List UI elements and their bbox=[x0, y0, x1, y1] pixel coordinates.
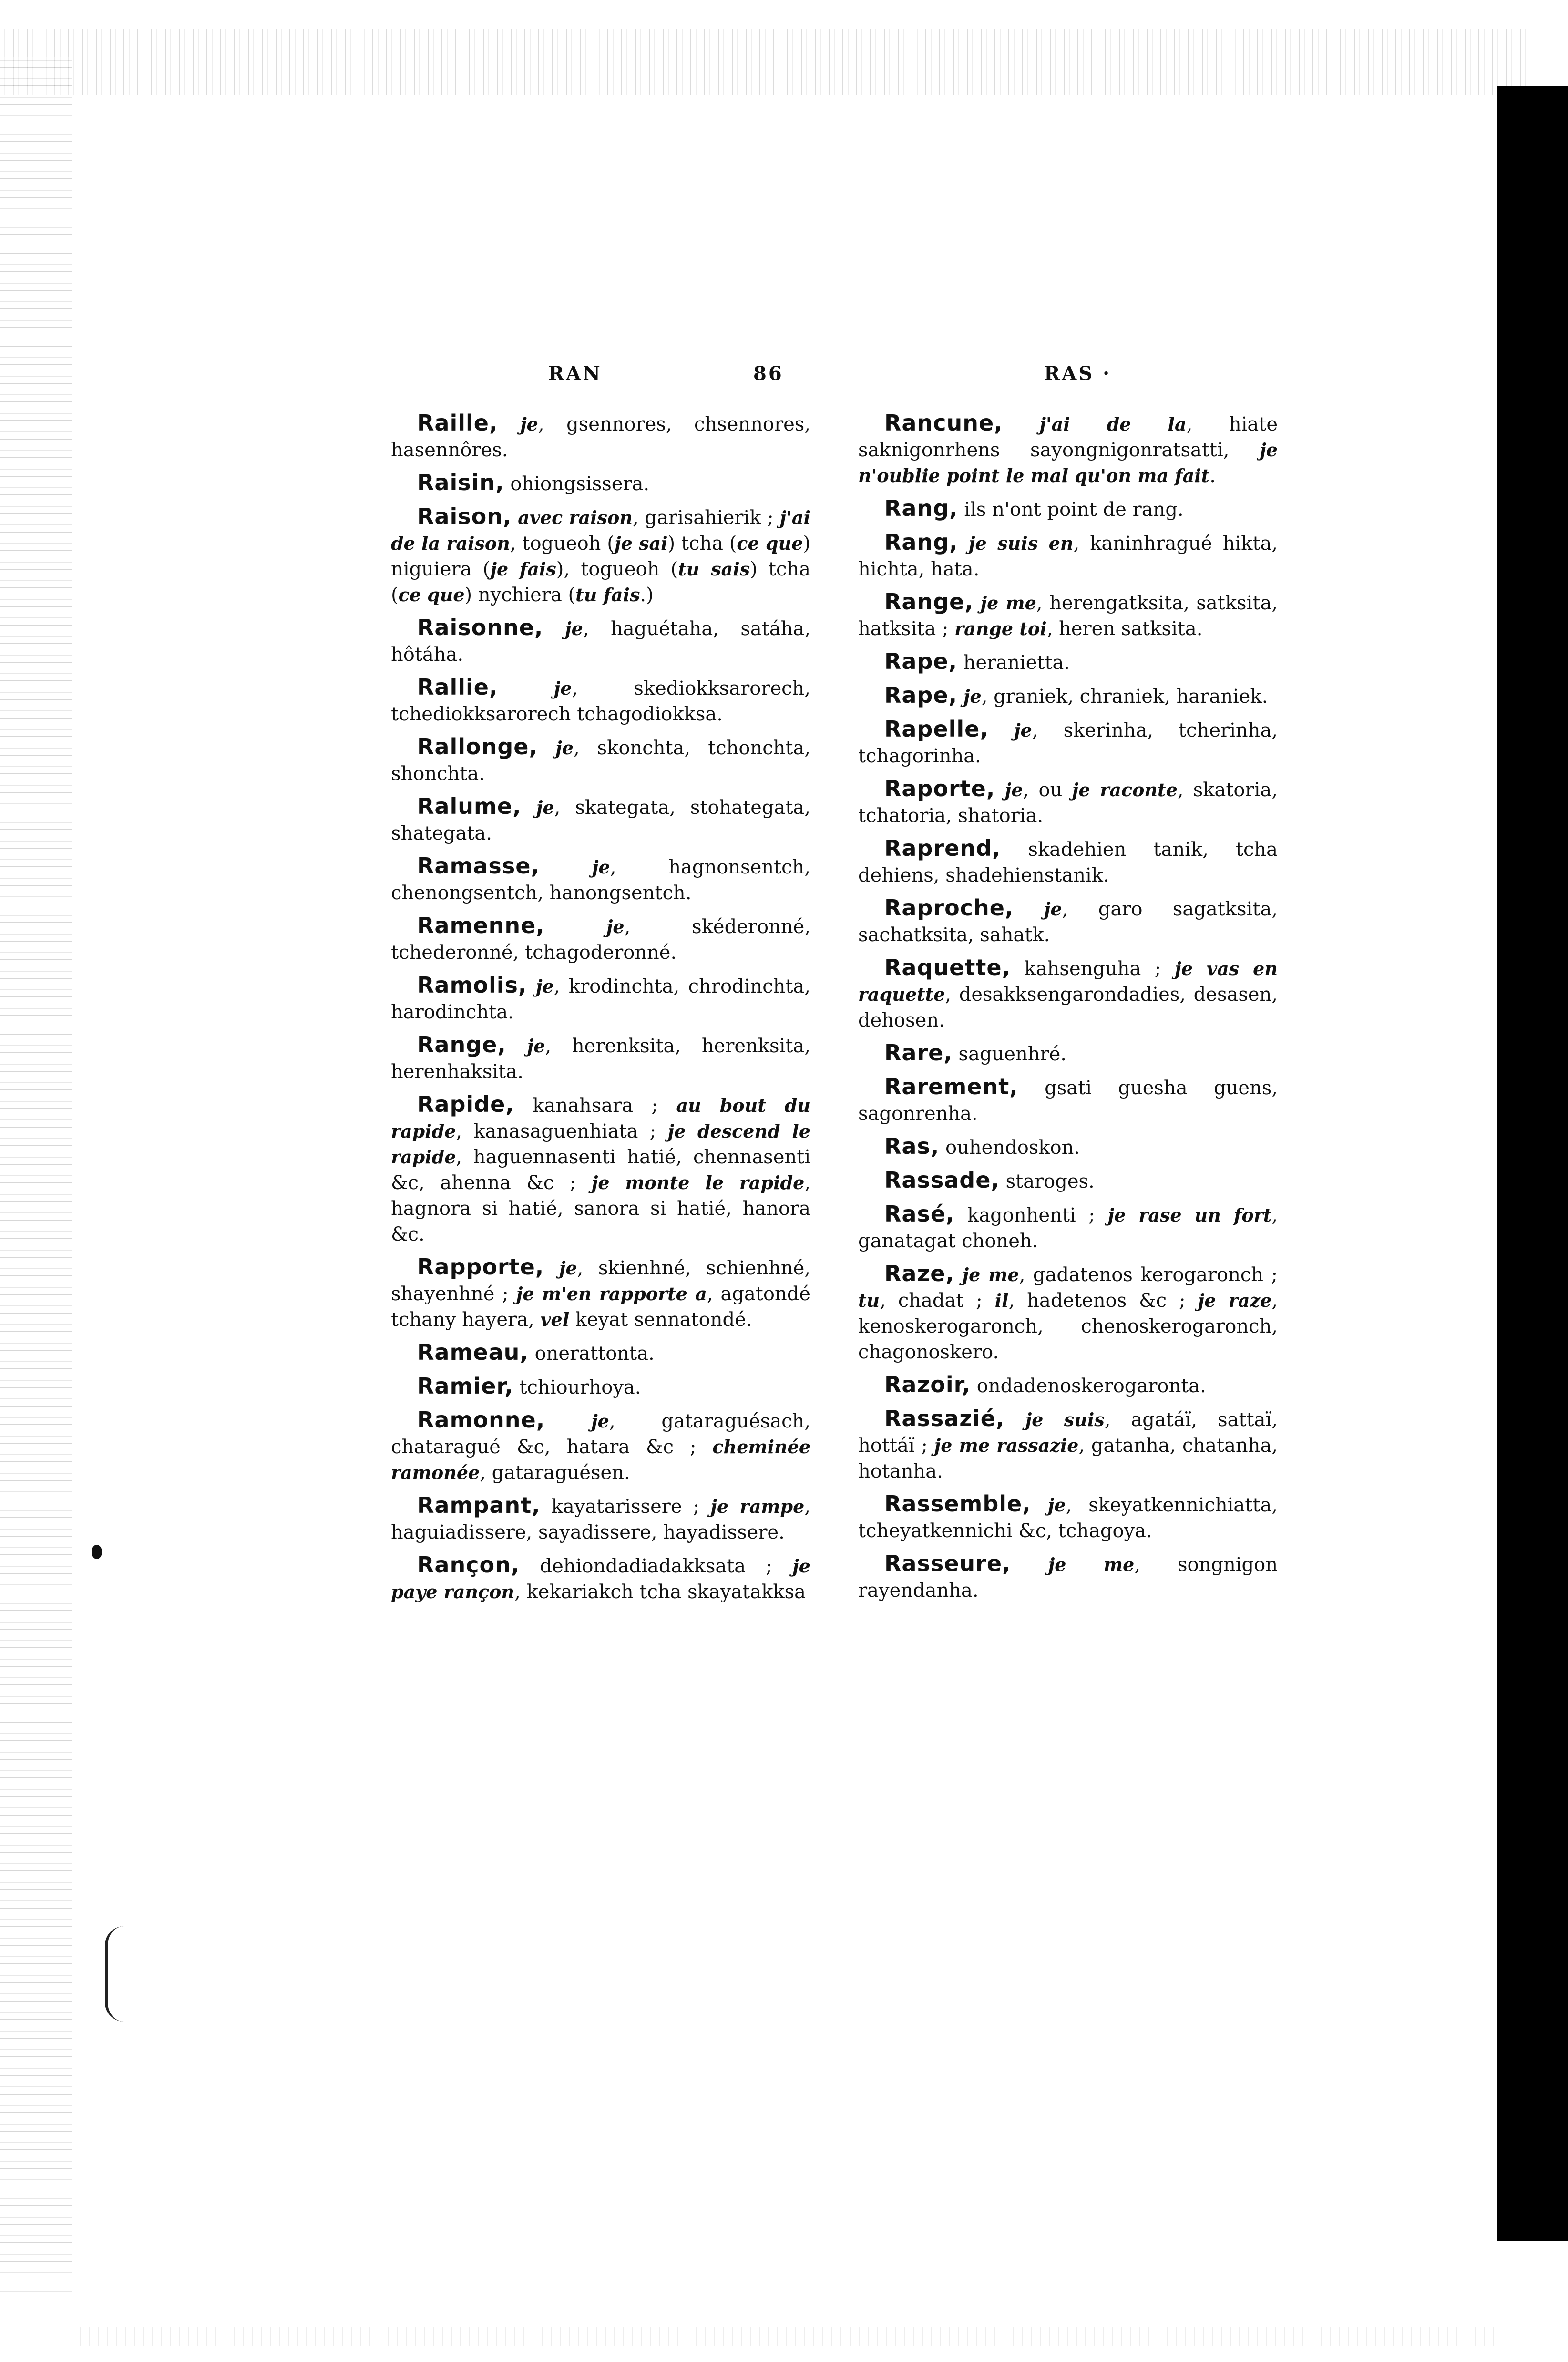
entry-italic-gloss: je rase un fort bbox=[1107, 1204, 1272, 1226]
entry-italic-gloss: je bbox=[555, 737, 574, 759]
entry-headword: Rallonge, bbox=[417, 734, 538, 760]
entry-headword: Rapide, bbox=[417, 1091, 514, 1117]
entry-text: ) nychiera ( bbox=[464, 584, 576, 606]
dictionary-entry bbox=[858, 495, 1278, 523]
dictionary-entry bbox=[858, 1167, 1278, 1194]
entry-headword: Rang, bbox=[884, 529, 958, 555]
entry-text: , gataraguésach, chataragué &c, hatara &c ; bbox=[391, 1410, 810, 1458]
entry-italic-gloss: je me bbox=[1048, 1554, 1135, 1575]
entry-italic-gloss: je bbox=[553, 678, 572, 699]
entry-italic-gloss: je rampe bbox=[710, 1496, 805, 1517]
entry-text: ouhendoskon. bbox=[939, 1137, 1080, 1159]
entry-headword: Raporte, bbox=[884, 776, 995, 801]
entry-italic-gloss: je bbox=[564, 618, 583, 639]
entry-text bbox=[957, 686, 963, 708]
entry-text: , heren satksita. bbox=[1046, 618, 1203, 640]
entry-text: , skerinha, tcherinha, tchagorinha. bbox=[858, 719, 1278, 767]
entry-text: ) tcha ( bbox=[391, 558, 810, 606]
dictionary-entry bbox=[858, 1201, 1278, 1254]
entry-headword: Rang, bbox=[884, 495, 958, 521]
entry-italic-gloss: il bbox=[994, 1290, 1009, 1311]
entry-text bbox=[1004, 1409, 1025, 1431]
running-head-left: RAN bbox=[548, 362, 602, 385]
entry-text: heranietta. bbox=[957, 652, 1070, 674]
entry-text: gsati guesha guens, sagonrenha. bbox=[858, 1077, 1278, 1125]
entry-text bbox=[545, 916, 606, 938]
dictionary-entry bbox=[391, 470, 810, 497]
entry-italic-gloss: ce que bbox=[398, 584, 465, 606]
entry-text bbox=[1031, 1494, 1048, 1516]
entry-text: , togueoh ( bbox=[510, 533, 615, 555]
page-number: 86 bbox=[753, 362, 784, 385]
entry-italic-gloss: je me rassazie bbox=[934, 1435, 1079, 1456]
entry-italic-gloss: je bbox=[592, 856, 610, 878]
entry-italic-gloss: je bbox=[606, 916, 625, 937]
entry-text bbox=[1003, 413, 1040, 435]
entry-text: ), togueoh ( bbox=[556, 558, 678, 580]
entry-italic-gloss: je n'oublie point le mal qu'on ma fait bbox=[858, 439, 1278, 486]
entry-headword: Ramolis, bbox=[417, 972, 527, 998]
entry-italic-gloss: tu bbox=[858, 1290, 880, 1311]
entry-text: , skatoria, tchatoria, shatoria. bbox=[858, 779, 1278, 827]
entry-headword: Rançon, bbox=[417, 1552, 520, 1578]
dictionary-entry bbox=[858, 1133, 1278, 1160]
entry-italic-gloss: j'ai de la bbox=[1039, 413, 1187, 435]
entry-headword: Rapelle, bbox=[884, 716, 989, 742]
dictionary-entry bbox=[858, 1074, 1278, 1127]
entry-italic-gloss: je bbox=[591, 1410, 609, 1432]
entry-text: kanahsara ; bbox=[514, 1095, 676, 1117]
dictionary-entry bbox=[391, 734, 810, 787]
entry-text: , chadat ; bbox=[880, 1290, 995, 1312]
entry-italic-gloss: range toi bbox=[954, 618, 1047, 639]
entry-italic-gloss: tu sais bbox=[678, 558, 750, 580]
entry-text: , skienhné, schienhné, shayenhné ; bbox=[391, 1257, 811, 1305]
entry-text bbox=[1014, 898, 1044, 920]
entry-italic-gloss: je vas en raquette bbox=[858, 958, 1278, 1005]
entry-italic-gloss: je descend le rapide bbox=[391, 1120, 811, 1168]
entry-text: , gatanha, chatanha, hotanha. bbox=[858, 1435, 1278, 1482]
entry-headword: Raproche, bbox=[884, 895, 1014, 921]
entry-italic-gloss: je suis bbox=[1025, 1409, 1105, 1430]
entry-text: , agatáï, sattaï, hottáï ; bbox=[858, 1409, 1278, 1457]
entry-text: . bbox=[1209, 465, 1216, 487]
entry-italic-gloss: je bbox=[559, 1257, 577, 1279]
entry-text: , haguiadissere, sayadissere, hayadissere. bbox=[391, 1496, 810, 1543]
entry-headword: Ralume, bbox=[417, 793, 522, 819]
entry-text: , desakksengarondadies, desasen, dehosen. bbox=[858, 984, 1278, 1031]
entry-text: ondadenoskerogaronta. bbox=[971, 1375, 1206, 1397]
entry-text bbox=[543, 618, 564, 640]
entry-text: , skeyatkennichiatta, tcheyatkennichi &c, tchagoya. bbox=[858, 1494, 1278, 1542]
entry-headword: Razoir, bbox=[884, 1372, 971, 1397]
entry-text bbox=[512, 507, 518, 529]
entry-italic-gloss: je bbox=[963, 686, 982, 707]
entry-italic-gloss: je me bbox=[962, 1264, 1019, 1285]
entry-text: tchiourhoya. bbox=[513, 1376, 641, 1398]
entry-headword: Raze, bbox=[884, 1261, 954, 1286]
entry-text bbox=[527, 976, 535, 997]
entry-italic-gloss: ce que bbox=[737, 533, 803, 554]
entry-italic-gloss: vel bbox=[540, 1309, 570, 1330]
dictionary-entry bbox=[391, 1032, 810, 1085]
entry-text bbox=[954, 1264, 962, 1286]
dictionary-entry bbox=[858, 682, 1278, 709]
dictionary-entry bbox=[858, 955, 1278, 1033]
entry-text: , hadetenos &c ; bbox=[1008, 1290, 1198, 1312]
entry-text bbox=[1011, 1554, 1048, 1576]
entry-text: ils n'ont point de rang. bbox=[958, 499, 1184, 521]
dictionary-entry bbox=[858, 895, 1278, 948]
entry-headword: Rapporte, bbox=[417, 1254, 544, 1280]
dictionary-entry bbox=[858, 410, 1278, 489]
entry-headword: Ramasse, bbox=[417, 853, 540, 879]
entry-italic-gloss: je bbox=[535, 976, 554, 997]
entry-text: kahsenguha ; bbox=[1011, 958, 1175, 980]
entry-italic-gloss: je bbox=[1044, 898, 1062, 920]
dictionary-entry bbox=[391, 972, 810, 1025]
scan-noise-bottom bbox=[72, 2327, 1502, 2346]
entry-headword: Range, bbox=[417, 1032, 506, 1058]
entry-text bbox=[958, 533, 969, 555]
entry-text: ) niguiera ( bbox=[391, 533, 811, 580]
entry-text: onerattonta. bbox=[528, 1343, 655, 1365]
entry-headword: Ramonne, bbox=[417, 1407, 545, 1433]
entry-headword: Raison, bbox=[417, 503, 512, 529]
dictionary-entry bbox=[391, 1091, 810, 1247]
entry-text: , kenoskerogaronch, chenoskerogaronch, chagonoskero. bbox=[858, 1290, 1278, 1363]
dictionary-entry bbox=[391, 1407, 810, 1486]
dictionary-entry bbox=[858, 589, 1278, 642]
dictionary-column-left bbox=[391, 410, 810, 1612]
dictionary-entry bbox=[391, 410, 810, 463]
entry-italic-gloss: je bbox=[1004, 779, 1023, 801]
running-head-right: RAS · bbox=[1044, 362, 1112, 385]
entry-text: , krodinchta, chrodinchta, harodinchta. bbox=[391, 976, 811, 1023]
scan-noise-top bbox=[0, 29, 1526, 95]
entry-italic-gloss: je bbox=[1014, 719, 1032, 741]
entry-italic-gloss: je me bbox=[980, 592, 1036, 614]
entry-text: , skéderonné, tchederonné, tchagoderonné. bbox=[391, 916, 810, 964]
entry-italic-gloss: je raze bbox=[1198, 1290, 1272, 1311]
entry-text bbox=[989, 719, 1014, 741]
entry-text: kagonhenti ; bbox=[954, 1204, 1108, 1226]
entry-text: staroges. bbox=[999, 1171, 1095, 1192]
entry-headword: Rape, bbox=[884, 682, 958, 708]
entry-headword: Raquette, bbox=[884, 955, 1011, 980]
entry-italic-gloss: je fais bbox=[490, 558, 556, 580]
entry-italic-gloss: cheminée ramonée bbox=[391, 1436, 810, 1483]
entry-headword: Ramier, bbox=[417, 1373, 513, 1399]
entry-headword: Rassazié, bbox=[884, 1406, 1005, 1431]
entry-headword: Raille, bbox=[417, 410, 498, 436]
entry-text: , skategata, stohategata, shategata. bbox=[391, 797, 810, 844]
entry-italic-gloss: je raconte bbox=[1072, 779, 1178, 801]
entry-italic-gloss: je monte le rapide bbox=[591, 1172, 805, 1193]
entry-text bbox=[545, 1410, 591, 1432]
dictionary-entry bbox=[858, 835, 1278, 888]
dictionary-entry bbox=[391, 853, 810, 906]
entry-text: , garisahierik ; bbox=[632, 507, 780, 529]
dictionary-column-right bbox=[858, 410, 1278, 1610]
entry-text: dehiondadiadakksata ; bbox=[520, 1555, 793, 1577]
entry-text bbox=[498, 678, 553, 699]
entry-text: , skonchta, tchonchta, shonchta. bbox=[391, 737, 811, 785]
dictionary-entry bbox=[858, 716, 1278, 769]
entry-text: , kaninhragué hikta, hichta, hata. bbox=[858, 533, 1278, 580]
entry-text: keyat sennatondé. bbox=[569, 1309, 752, 1331]
entry-headword: Raisonne, bbox=[417, 615, 543, 640]
entry-italic-gloss: je suis en bbox=[968, 533, 1074, 554]
dictionary-entry bbox=[391, 615, 810, 668]
entry-italic-gloss: je bbox=[1047, 1494, 1066, 1516]
entry-text: , haguétaha, satáha, hôtáha. bbox=[391, 618, 810, 666]
entry-text: , gataraguésen. bbox=[480, 1462, 630, 1484]
entry-headword: Rasseure, bbox=[884, 1551, 1011, 1576]
entry-text: , kekariakch tcha skayatakksa bbox=[514, 1581, 806, 1603]
entry-text: , gadatenos kerogaronch ; bbox=[1019, 1264, 1278, 1286]
entry-headword: Range, bbox=[884, 589, 974, 615]
entry-italic-gloss: tu fais bbox=[575, 584, 640, 606]
entry-headword: Rassade, bbox=[884, 1167, 1000, 1193]
entry-text bbox=[506, 1035, 527, 1057]
entry-text: , ou bbox=[1023, 779, 1072, 801]
entry-headword: Rassemble, bbox=[884, 1491, 1031, 1517]
running-head bbox=[391, 362, 1144, 391]
entry-text: , hagnonsentch, chenongsentch, hanongsentch. bbox=[391, 856, 810, 904]
entry-text: skadehien tanik, tcha dehiens, shadehienstanik. bbox=[858, 839, 1278, 886]
entry-italic-gloss: je m'en rapporte a bbox=[516, 1283, 707, 1304]
dictionary-entry bbox=[858, 1406, 1278, 1484]
entry-headword: Raprend, bbox=[884, 835, 1001, 861]
entry-italic-gloss: je sai bbox=[614, 533, 668, 554]
dictionary-entry bbox=[391, 1552, 810, 1605]
entry-text bbox=[974, 592, 981, 614]
entry-italic-gloss: je bbox=[536, 797, 554, 818]
entry-text: , graniek, chraniek, haraniek. bbox=[981, 686, 1268, 708]
margin-bracket-mark bbox=[105, 1926, 127, 2022]
dictionary-entry bbox=[858, 1551, 1278, 1603]
dictionary-entry bbox=[858, 1372, 1278, 1399]
entry-italic-gloss: au bout du rapide bbox=[391, 1095, 810, 1142]
entry-text bbox=[540, 856, 592, 878]
entry-headword: Rasé, bbox=[884, 1201, 955, 1227]
dictionary-entry bbox=[391, 674, 810, 727]
entry-text: , gsennores, chsennores, hasennôres. bbox=[391, 413, 811, 461]
dictionary-entry bbox=[391, 793, 810, 846]
dictionary-entry bbox=[858, 1261, 1278, 1365]
entry-italic-gloss: je paye rançon bbox=[391, 1555, 810, 1602]
entry-text: saguenhré. bbox=[952, 1043, 1066, 1065]
entry-headword: Rallie, bbox=[417, 674, 498, 700]
entry-headword: Raisin, bbox=[417, 470, 504, 495]
dictionary-entry bbox=[391, 503, 810, 608]
entry-text: , garo sagatksita, sachatksita, sahatk. bbox=[858, 898, 1278, 946]
dictionary-entry bbox=[391, 1492, 810, 1545]
entry-headword: Ras, bbox=[884, 1133, 940, 1159]
entry-text: , ganatagat choneh. bbox=[858, 1204, 1278, 1252]
entry-headword: Rarement, bbox=[884, 1074, 1018, 1099]
entry-text: ohiongsissera. bbox=[504, 473, 650, 495]
entry-headword: Ramenne, bbox=[417, 913, 545, 938]
dictionary-entry bbox=[391, 913, 810, 965]
dictionary-entry bbox=[391, 1254, 810, 1333]
margin-ink-spot bbox=[92, 1545, 102, 1559]
entry-headword: Rape, bbox=[884, 648, 958, 674]
dictionary-entry bbox=[391, 1373, 810, 1400]
scan-binding-shadow bbox=[1497, 86, 1568, 2241]
entry-headword: Rameau, bbox=[417, 1339, 529, 1365]
entry-text: , hagnora si hatié, sanora si hatié, hanora &c. bbox=[391, 1172, 810, 1245]
entry-text: , haguennasenti hatié, chennasenti &c, ahenna &c ; bbox=[391, 1146, 810, 1194]
entry-text: .) bbox=[640, 584, 654, 606]
entry-text: , skediokksarorech, tchediokksarorech tchagodiokksa. bbox=[391, 678, 811, 725]
entry-text: , herengatksita, satksita, hatksita ; bbox=[858, 592, 1278, 640]
entry-headword: Rare, bbox=[884, 1040, 953, 1066]
entry-italic-gloss: avec raison bbox=[518, 507, 633, 528]
entry-text bbox=[544, 1257, 559, 1279]
entry-text: , kanasaguenhiata ; bbox=[456, 1120, 668, 1142]
entry-text bbox=[995, 779, 1004, 801]
entry-text: ) tcha ( bbox=[667, 533, 737, 555]
entry-text: , herenksita, herenksita, herenhaksita. bbox=[391, 1035, 811, 1083]
dictionary-entry bbox=[858, 776, 1278, 829]
scan-noise-left bbox=[0, 57, 72, 2298]
entry-headword: Rampant, bbox=[417, 1492, 541, 1518]
entry-italic-gloss: je bbox=[527, 1035, 545, 1057]
dictionary-entry bbox=[858, 1040, 1278, 1067]
entry-italic-gloss: je bbox=[520, 413, 538, 435]
dictionary-entry bbox=[391, 1339, 810, 1366]
entry-text: , agatondé tchany hayera, bbox=[391, 1283, 810, 1331]
entry-italic-gloss: j'ai de la raison bbox=[391, 507, 810, 554]
entry-text: , hiate saknigonrhens sayongnigonratsatti, bbox=[858, 413, 1278, 461]
entry-text: , songnigon rayendanha. bbox=[858, 1554, 1278, 1602]
entry-text: kayatarissere ; bbox=[540, 1496, 711, 1518]
entry-text bbox=[498, 413, 520, 435]
entry-text bbox=[522, 797, 536, 819]
dictionary-entry bbox=[858, 648, 1278, 676]
entry-headword: Rancune, bbox=[884, 410, 1003, 436]
dictionary-entry bbox=[858, 529, 1278, 582]
dictionary-entry bbox=[858, 1491, 1278, 1544]
entry-text bbox=[538, 737, 555, 759]
